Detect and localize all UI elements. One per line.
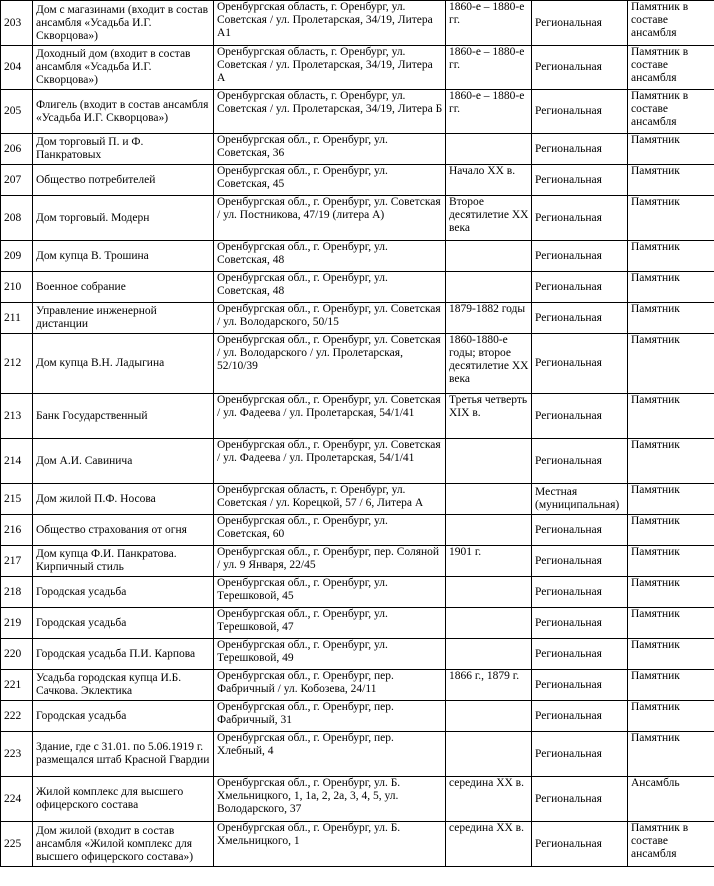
object-type-cell: Памятник	[628, 394, 714, 439]
table-row	[1, 272, 714, 303]
table-body	[1, 1, 714, 867]
table-row	[1, 822, 714, 867]
protection-category-cell: Региональная	[532, 777, 628, 822]
row-number-cell: 203	[1, 1, 33, 46]
protection-category-cell: Региональная	[532, 515, 628, 546]
object-type-cell: Памятник	[628, 439, 714, 484]
object-date-cell: 1866 г., 1879 г.	[446, 670, 532, 701]
row-number-cell: 217	[1, 546, 33, 577]
table-row	[1, 484, 714, 515]
object-name-cell: Банк Государственный	[33, 394, 214, 439]
row-number-cell: 219	[1, 608, 33, 639]
object-type-cell: Памятник в составе ансамбля	[628, 822, 714, 867]
object-date-cell: 1879-1882 годы	[446, 303, 532, 334]
object-name-cell: Здание, где с 31.01. по 5.06.1919 г. размещался штаб Красной Гвардии	[33, 732, 214, 777]
row-number-cell: 205	[1, 90, 33, 134]
protection-category-cell: Региональная	[532, 577, 628, 608]
object-address-cell: Оренбургская обл., г. Оренбург, ул. Советская, 60	[214, 515, 446, 546]
object-date-cell	[446, 484, 532, 515]
object-date-cell	[446, 639, 532, 670]
protection-category-cell: Региональная	[532, 196, 628, 241]
object-address-cell: Оренбургская область, г. Оренбург, ул. Советская / ул. Корецкой, 57 / 6, Литера А	[214, 484, 446, 515]
object-date-cell: середина ХХ в.	[446, 822, 532, 867]
object-date-cell	[446, 439, 532, 484]
row-number-cell: 213	[1, 394, 33, 439]
object-date-cell	[446, 608, 532, 639]
protection-category-cell: Региональная	[532, 732, 628, 777]
object-type-cell: Памятник	[628, 546, 714, 577]
object-date-cell: 1860-1880-е годы; второе десятилетие ХХ века	[446, 334, 532, 394]
object-name-cell: Городская усадьба	[33, 608, 214, 639]
object-type-cell: Памятник в составе ансамбля	[628, 90, 714, 134]
table-row	[1, 1, 714, 46]
object-type-cell: Памятник	[628, 165, 714, 196]
object-type-cell: Памятник в составе ансамбля	[628, 1, 714, 46]
row-number-cell: 220	[1, 639, 33, 670]
row-number-cell: 206	[1, 134, 33, 165]
object-type-cell: Памятник	[628, 334, 714, 394]
object-name-cell: Дом купца Ф.И. Панкратова. Кирпичный стиль	[33, 546, 214, 577]
object-date-cell: Третья четверть XIX в.	[446, 394, 532, 439]
protection-category-cell: Местная (муниципальная)	[532, 484, 628, 515]
table-row	[1, 303, 714, 334]
object-name-cell: Дом купца В. Трошина	[33, 241, 214, 272]
protection-category-cell: Региональная	[532, 90, 628, 134]
row-number-cell: 215	[1, 484, 33, 515]
protection-category-cell: Региональная	[532, 546, 628, 577]
object-name-cell: Городская усадьба	[33, 577, 214, 608]
object-date-cell	[446, 732, 532, 777]
object-address-cell: Оренбургская обл., г. Оренбург, ул. Терешковой, 49	[214, 639, 446, 670]
object-type-cell: Памятник	[628, 303, 714, 334]
object-name-cell: Дом торговый П. и Ф. Панкратовых	[33, 134, 214, 165]
protection-category-cell: Региональная	[532, 701, 628, 732]
object-date-cell	[446, 701, 532, 732]
table-row	[1, 670, 714, 701]
object-address-cell: Оренбургская обл., г. Оренбург, ул. Советская, 36	[214, 134, 446, 165]
object-date-cell	[446, 272, 532, 303]
object-address-cell: Оренбургская область, г. Оренбург, ул. Советская / ул. Пролетарская, 34/19, Литера А1	[214, 1, 446, 46]
object-type-cell: Памятник в составе ансамбля	[628, 46, 714, 90]
object-name-cell: Городская усадьба П.И. Карпова	[33, 639, 214, 670]
object-address-cell: Оренбургская обл., г. Оренбург, ул. Б. Хмельницкого, 1, 1а, 2, 2а, 3, 4, 5, ул. Володарского, 37	[214, 777, 446, 822]
table-row	[1, 608, 714, 639]
table-row	[1, 701, 714, 732]
protection-category-cell: Региональная	[532, 439, 628, 484]
table-row	[1, 165, 714, 196]
object-name-cell: Дом А.И. Савинича	[33, 439, 214, 484]
protection-category-cell: Региональная	[532, 303, 628, 334]
object-name-cell: Дом жилой П.Ф. Носова	[33, 484, 214, 515]
object-date-cell: 1860-е – 1880-е гг.	[446, 46, 532, 90]
row-number-cell: 214	[1, 439, 33, 484]
protection-category-cell: Региональная	[532, 241, 628, 272]
object-date-cell: 1901 г.	[446, 546, 532, 577]
row-number-cell: 210	[1, 272, 33, 303]
object-type-cell: Памятник	[628, 134, 714, 165]
object-type-cell: Памятник	[628, 577, 714, 608]
table-row	[1, 90, 714, 134]
object-name-cell: Дом купца В.Н. Ладыгина	[33, 334, 214, 394]
object-date-cell	[446, 577, 532, 608]
table-row	[1, 639, 714, 670]
protection-category-cell: Региональная	[532, 1, 628, 46]
object-address-cell: Оренбургская обл., г. Оренбург, пер. Хлебный, 4	[214, 732, 446, 777]
object-name-cell: Усадьба городская купца И.Б. Сачкова. Эклектика	[33, 670, 214, 701]
object-date-cell: Второе десятилетие ХХ века	[446, 196, 532, 241]
object-type-cell: Памятник	[628, 515, 714, 546]
table-row	[1, 732, 714, 777]
table-row	[1, 439, 714, 484]
object-name-cell: Жилой комплекс для высшего офицерского состава	[33, 777, 214, 822]
object-address-cell: Оренбургская обл., г. Оренбург, ул. Советская, 45	[214, 165, 446, 196]
object-name-cell: Общество потребителей	[33, 165, 214, 196]
object-date-cell	[446, 515, 532, 546]
row-number-cell: 223	[1, 732, 33, 777]
object-name-cell: Городская усадьба	[33, 701, 214, 732]
table-row	[1, 241, 714, 272]
protection-category-cell: Региональная	[532, 608, 628, 639]
table-row	[1, 196, 714, 241]
object-address-cell: Оренбургская обл., г. Оренбург, ул. Советская / ул. Володарского, 50/15	[214, 303, 446, 334]
object-type-cell: Памятник	[628, 272, 714, 303]
object-date-cell	[446, 241, 532, 272]
protection-category-cell: Региональная	[532, 670, 628, 701]
protection-category-cell: Региональная	[532, 134, 628, 165]
row-number-cell: 204	[1, 46, 33, 90]
object-type-cell: Памятник	[628, 608, 714, 639]
object-address-cell: Оренбургская обл., г. Оренбург, ул. Б. Хмельницкого, 1	[214, 822, 446, 867]
object-address-cell: Оренбургская область, г. Оренбург, ул. Советская / ул. Пролетарская, 34/19, Литера А	[214, 46, 446, 90]
object-name-cell: Доходный дом (входит в состав ансамбля «Усадьба И.Г. Скворцова»)	[33, 46, 214, 90]
object-name-cell: Флигель (входит в состав ансамбля «Усадьба И.Г. Скворцова»)	[33, 90, 214, 134]
object-name-cell: Дом жилой (входит в состав ансамбля «Жилой комплекс для высшего офицерского состава»)	[33, 822, 214, 867]
object-name-cell: Общество страхования от огня	[33, 515, 214, 546]
row-number-cell: 225	[1, 822, 33, 867]
row-number-cell: 218	[1, 577, 33, 608]
object-type-cell: Памятник	[628, 670, 714, 701]
table-row	[1, 777, 714, 822]
object-address-cell: Оренбургская обл., г. Оренбург, пер. Фабричный / ул. Кобозева, 24/11	[214, 670, 446, 701]
object-address-cell: Оренбургская область, г. Оренбург, ул. Советская / ул. Пролетарская, 34/19, Литера Б	[214, 90, 446, 134]
object-address-cell: Оренбургская обл., г. Оренбург, ул. Советская / ул. Фадеева / ул. Пролетарская, 54/1/41	[214, 394, 446, 439]
object-name-cell: Дом торговый. Модерн	[33, 196, 214, 241]
row-number-cell: 212	[1, 334, 33, 394]
object-type-cell: Памятник	[628, 241, 714, 272]
object-address-cell: Оренбургская обл., г. Оренбург, ул. Советская / ул. Постникова, 47/19 (литера А)	[214, 196, 446, 241]
row-number-cell: 221	[1, 670, 33, 701]
row-number-cell: 211	[1, 303, 33, 334]
object-address-cell: Оренбургская обл., г. Оренбург, ул. Терешковой, 47	[214, 608, 446, 639]
row-number-cell: 208	[1, 196, 33, 241]
object-type-cell: Памятник	[628, 639, 714, 670]
row-number-cell: 209	[1, 241, 33, 272]
object-date-cell: 1860-е – 1880-е гг.	[446, 90, 532, 134]
object-address-cell: Оренбургская обл., г. Оренбург, ул. Терешковой, 45	[214, 577, 446, 608]
row-number-cell: 222	[1, 701, 33, 732]
object-address-cell: Оренбургская обл., г. Оренбург, пер. Соляной / ул. 9 Января, 22/45	[214, 546, 446, 577]
table-row	[1, 134, 714, 165]
object-type-cell: Памятник	[628, 196, 714, 241]
object-address-cell: Оренбургская обл., г. Оренбург, ул. Советская, 48	[214, 272, 446, 303]
object-type-cell: Ансамбль	[628, 777, 714, 822]
object-address-cell: Оренбургская обл., г. Оренбург, пер. Фабричный, 31	[214, 701, 446, 732]
object-date-cell: середина ХХ в.	[446, 777, 532, 822]
row-number-cell: 216	[1, 515, 33, 546]
object-date-cell: Начало ХХ в.	[446, 165, 532, 196]
object-type-cell: Памятник	[628, 484, 714, 515]
object-address-cell: Оренбургская обл., г. Оренбург, ул. Советская / ул. Володарского / ул. Пролетарская, 52/10/39	[214, 334, 446, 394]
object-type-cell: Памятник	[628, 732, 714, 777]
row-number-cell: 224	[1, 777, 33, 822]
table-row	[1, 394, 714, 439]
table-row	[1, 46, 714, 90]
table-row	[1, 334, 714, 394]
object-address-cell: Оренбургская обл., г. Оренбург, ул. Советская / ул. Фадеева / ул. Пролетарская, 54/1/41	[214, 439, 446, 484]
row-number-cell: 207	[1, 165, 33, 196]
object-date-cell: 1860-е – 1880-е гг.	[446, 1, 532, 46]
protection-category-cell: Региональная	[532, 822, 628, 867]
object-name-cell: Дом с магазинами (входит в состав ансамбля «Усадьба И.Г. Скворцова»)	[33, 1, 214, 46]
protection-category-cell: Региональная	[532, 334, 628, 394]
protection-category-cell: Региональная	[532, 272, 628, 303]
protection-category-cell: Региональная	[532, 46, 628, 90]
protection-category-cell: Региональная	[532, 394, 628, 439]
object-name-cell: Военное собрание	[33, 272, 214, 303]
table-row	[1, 546, 714, 577]
table-row	[1, 515, 714, 546]
object-type-cell: Памятник	[628, 701, 714, 732]
object-name-cell: Управление инженерной дистанции	[33, 303, 214, 334]
table-row	[1, 577, 714, 608]
protection-category-cell: Региональная	[532, 639, 628, 670]
object-date-cell	[446, 134, 532, 165]
protection-category-cell: Региональная	[532, 165, 628, 196]
object-address-cell: Оренбургская обл., г. Оренбург, ул. Советская, 48	[214, 241, 446, 272]
